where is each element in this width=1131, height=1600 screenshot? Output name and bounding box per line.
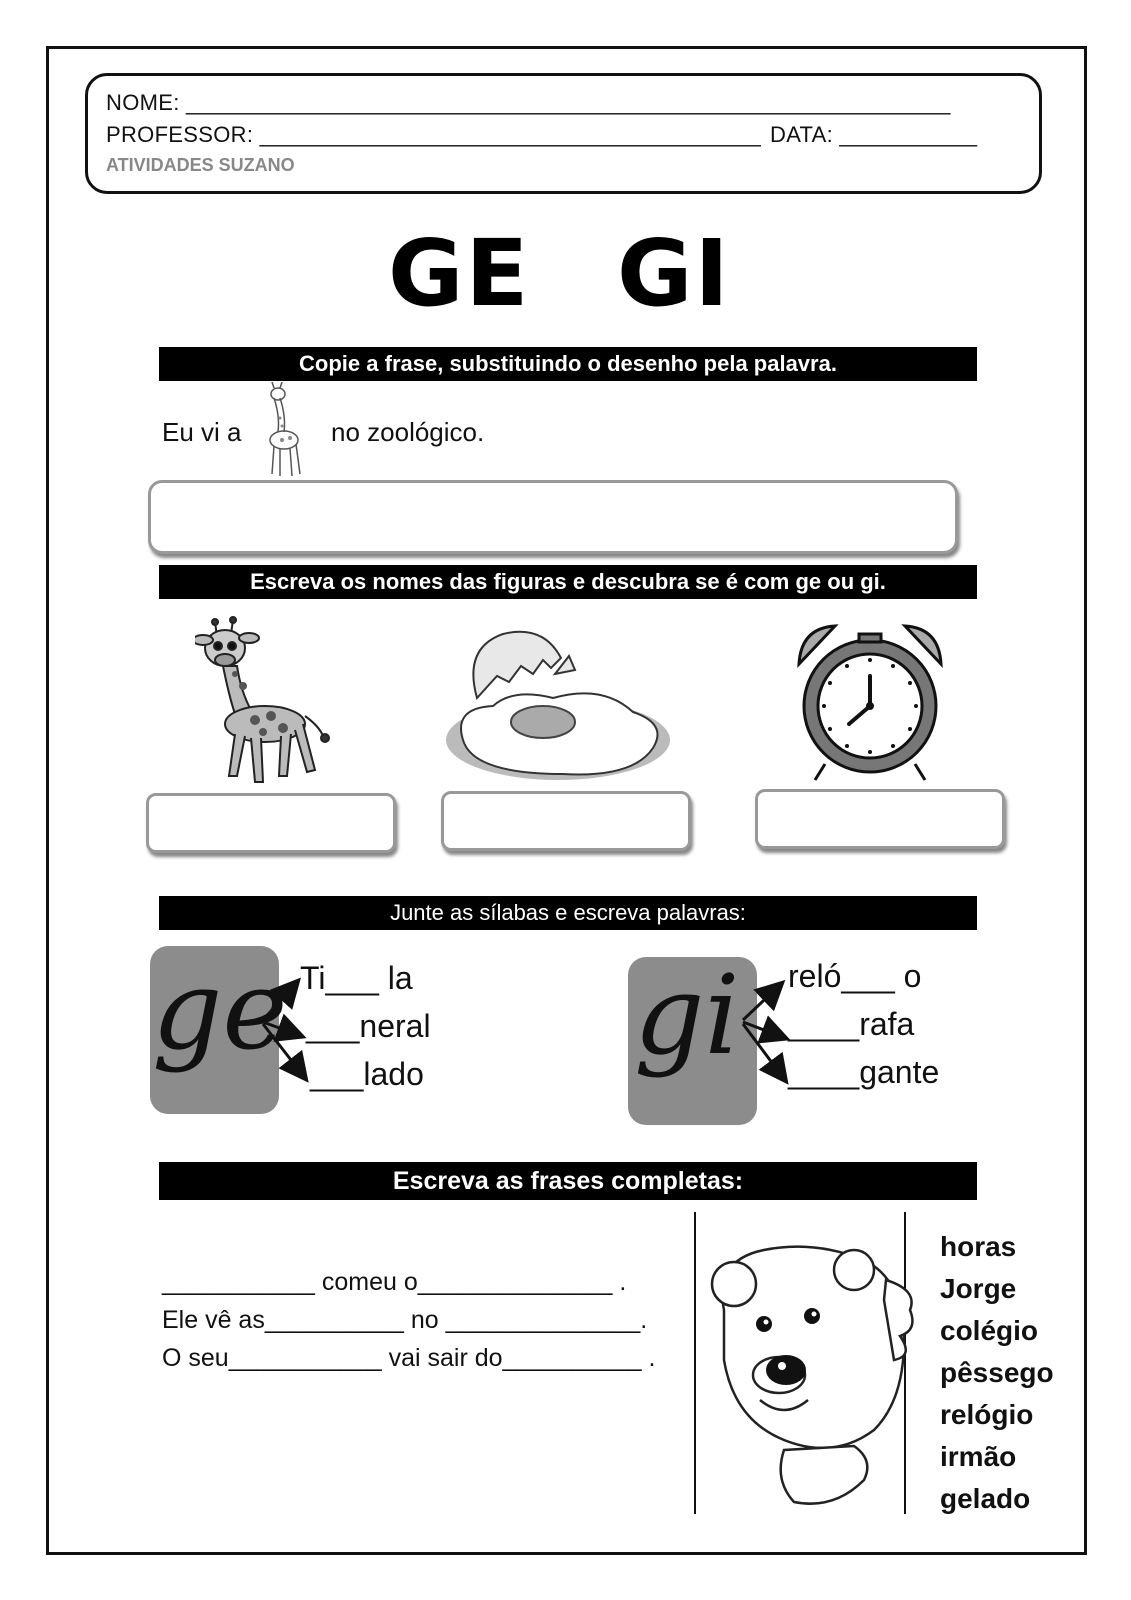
ge-word-3: ___lado [310,1056,424,1092]
gi-word-3: ____gante [788,1054,940,1090]
small-giraffe-icon [260,382,310,478]
section2-heading: Escreva os nomes das figuras e descubra se é com ge ou gi. [159,565,977,599]
gi-word-1: reló___ o [788,958,922,994]
answer-box-sentence[interactable] [148,480,958,554]
title-gi: GI [617,220,731,327]
word-option-4: pêssego [940,1357,1054,1388]
sentence-3[interactable]: O seu___________ vai sair do__________ . [162,1344,656,1372]
sentence-after: no zoológico. [331,417,485,447]
sentence-before: Eu vi a [162,417,242,447]
word-option-5: relógio [940,1399,1034,1430]
gi-word-2: ____rafa [788,1006,915,1042]
professor-line[interactable]: PROFESSOR: ________________________________________ [106,122,762,147]
word-option-7: gelado [940,1483,1031,1514]
section4-heading: Escreva as frases completas: [159,1162,977,1200]
sentence-2[interactable]: Ele vê as__________ no ______________. [162,1306,648,1334]
word-option-6: irmão [940,1441,1017,1472]
alarm-clock-icon [795,620,945,785]
ge-word-1: Ti___ la [300,960,413,996]
word-option-1: horas [940,1231,1017,1262]
brand-text: ATIVIDADES SUZANO [106,155,295,175]
divider-left [694,1212,696,1514]
word-option-2: Jorge [940,1273,1017,1304]
arrows-gi [735,962,795,1092]
name-line[interactable]: NOME: _____________________________________________________________ [106,90,951,115]
section3-heading: Junte as sílabas e escreva palavras: [159,896,977,930]
title-ge: GE [388,220,531,327]
syllable-ge: ge [152,946,288,1074]
fried-egg-icon [443,628,678,783]
giraffe-icon [195,616,340,791]
syllable-gi: gi [634,951,740,1079]
bear-icon [704,1240,926,1510]
word-option-3: colégio [940,1315,1039,1346]
answer-box-egg[interactable] [441,791,691,851]
answer-box-giraffe[interactable] [146,793,396,853]
ge-word-2: ___neral [306,1008,431,1044]
section1-heading: Copie a frase, substituindo o desenho pela palavra. [159,347,977,381]
answer-box-clock[interactable] [755,789,1005,849]
sentence-1[interactable]: ___________ comeu o______________ . [162,1268,627,1296]
date-line[interactable]: DATA: ___________ [770,122,978,147]
